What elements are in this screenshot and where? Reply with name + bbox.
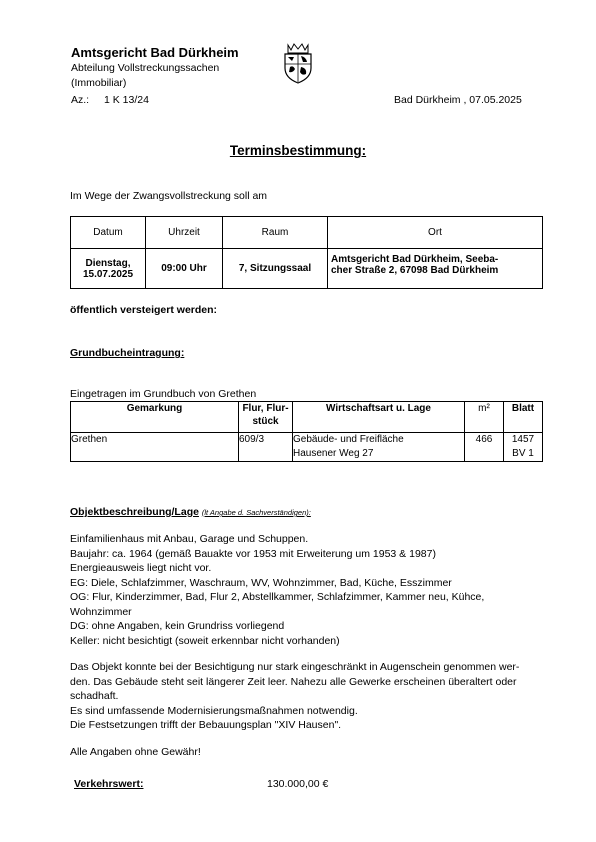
- paragraph-line: den. Das Gebäude steht seit längerer Zeit leer. Nahezu alle Gewerke erscheinen überaltert oder: [70, 675, 517, 688]
- paragraph-line: Die Festsetzungen trifft der Bebauungsplan "XIV Hausen".: [70, 719, 342, 731]
- col-art: Wirtschaftsart u. Lage: [293, 402, 465, 433]
- market-value: 130.000,00 €: [267, 778, 329, 790]
- cell-art: Gebäude- und Freifläche Hausener Weg 27: [293, 433, 465, 462]
- schedule-table: [70, 216, 543, 289]
- paragraph-line: Es sind umfassende Modernisierungsmaßnahmen notwendig.: [70, 704, 358, 717]
- description-line: Energieausweis liegt nicht vor.: [70, 562, 212, 574]
- table-row: [71, 433, 543, 462]
- auction-text: öffentlich versteigert werden:: [70, 304, 218, 316]
- header-place: Ort: [328, 217, 543, 249]
- auction-room: 7, Sitzungssaal: [223, 249, 328, 289]
- description-line: OG: Flur, Kinderzimmer, Bad, Flur 2, Abstellkammer, Schlafzimmer, Kammer neu, Kühce,: [70, 591, 485, 603]
- object-paragraph: [70, 660, 545, 733]
- court-name: Amtsgericht Bad Dürkheim: [71, 45, 239, 60]
- case-number-label: Az.:: [71, 94, 90, 106]
- cell-blatt: 1457 BV 1: [504, 433, 543, 462]
- auction-date: Dienstag, 15.07.2025: [71, 249, 146, 289]
- col-flur: Flur, Flur- stück: [239, 402, 293, 433]
- paragraph-line: schadhaft.: [70, 690, 119, 702]
- case-number: 1 K 13/24: [104, 94, 149, 106]
- header-date: Datum: [71, 217, 146, 249]
- market-value-label: Verkehrswert:: [74, 778, 144, 790]
- disclaimer: Alle Angaben ohne Gewähr!: [70, 746, 201, 758]
- cell-flur: 609/3: [239, 433, 293, 462]
- header-room: Raum: [223, 217, 328, 249]
- department: Abteilung Vollstreckungssachen: [71, 62, 220, 74]
- page-title: Terminsbestimmung:: [229, 143, 367, 158]
- place-date: Bad Dürkheim , 07.05.2025: [394, 94, 522, 106]
- auction-time: 09:00 Uhr: [146, 249, 223, 289]
- cell-gemarkung: Grethen: [71, 433, 239, 462]
- land-register-table: [70, 401, 543, 462]
- header-time: Uhrzeit: [146, 217, 223, 249]
- object-note: (lt Angabe d. Sachverständigen):: [201, 508, 311, 517]
- land-register-heading: Grundbucheintragung:: [70, 347, 185, 359]
- auction-place: Amtsgericht Bad Dürkheim, Seeba- cher Straße 2, 67098 Bad Dürkheim: [328, 249, 543, 289]
- description-line: EG: Diele, Schlafzimmer, Waschraum, WV, Wohnzimmer, Bad, Küche, Esszimmer: [70, 576, 452, 589]
- object-description: [70, 532, 545, 648]
- col-gemarkung: Gemarkung: [71, 402, 239, 433]
- land-register-intro: Eingetragen im Grundbuch von Grethen: [70, 388, 257, 400]
- col-blatt: Blatt: [504, 402, 543, 433]
- coat-of-arms-icon: [281, 42, 315, 84]
- description-line: DG: ohne Angaben, kein Grundriss vorliegend: [70, 620, 285, 632]
- object-heading-line: [70, 505, 545, 521]
- object-heading: Objektbeschreibung/Lage: [70, 506, 199, 518]
- description-line: Baujahr: ca. 1964 (gemäß Bauakte vor 1953 mit Erweiterung um 1953 & 1987): [70, 547, 436, 560]
- description-line: Einfamilienhaus mit Anbau, Garage und Schuppen.: [70, 533, 309, 545]
- paragraph-line: Das Objekt konnte bei der Besichtigung nur stark eingeschränkt in Augenschein genommen wer-: [70, 661, 520, 673]
- description-line: Wohnzimmer: [70, 605, 132, 618]
- department-sub: (Immobiliar): [71, 77, 127, 89]
- cell-m2: 466: [465, 433, 504, 462]
- col-m2: m²: [465, 402, 504, 433]
- intro-text: Im Wege der Zwangsvollstreckung soll am: [70, 190, 268, 202]
- description-line: Keller: nicht besichtigt (soweit erkennbar nicht vorhanden): [70, 634, 340, 647]
